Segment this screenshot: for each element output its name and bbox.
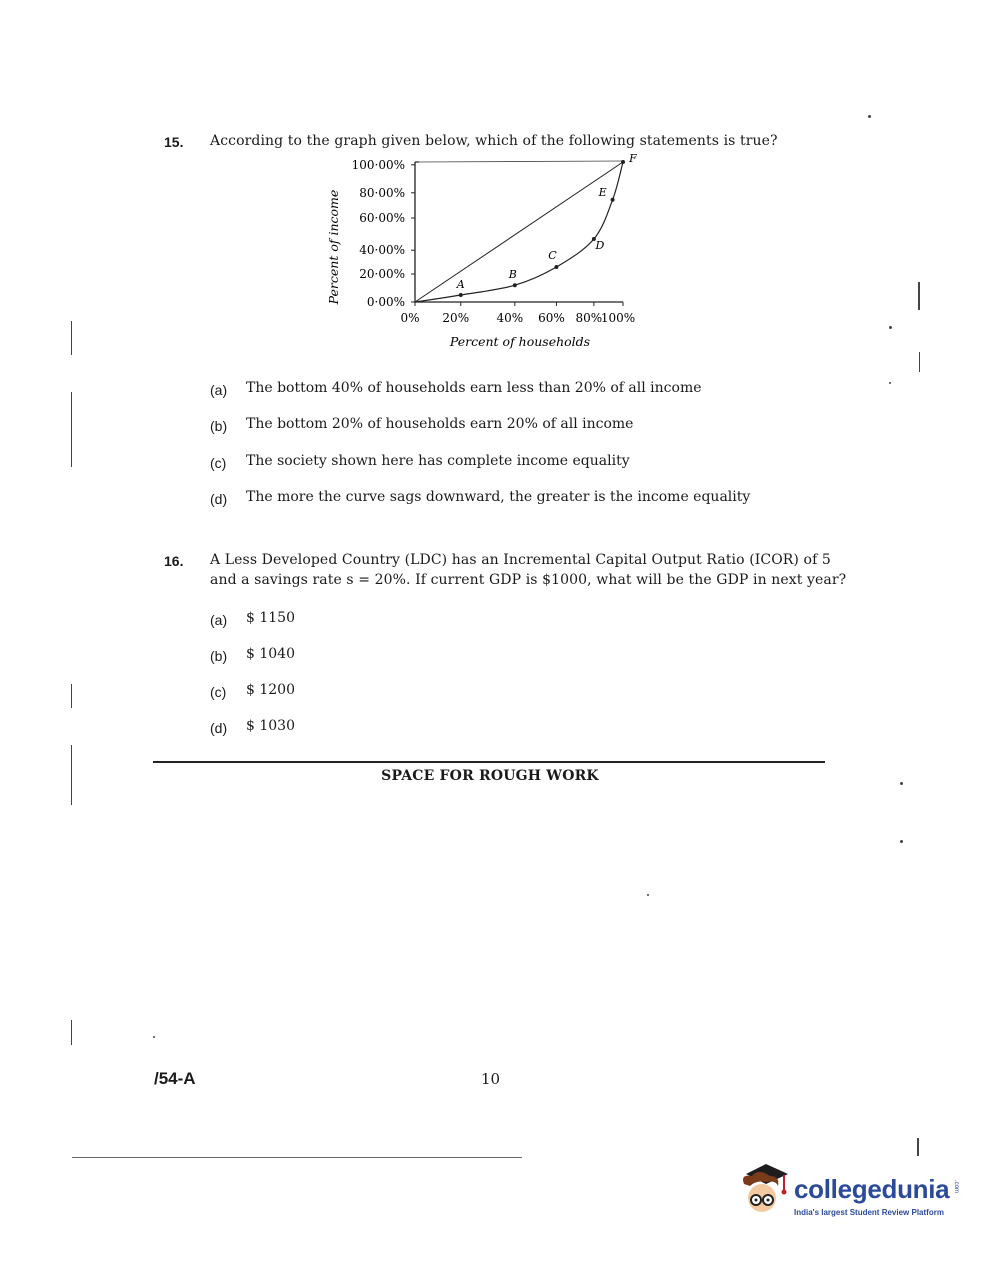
q16-option-c[interactable] (210, 682, 295, 701)
option-text: $ 1150 (246, 610, 295, 626)
option-text: The society shown here has complete income equality (246, 453, 630, 469)
point-a (459, 293, 463, 297)
scan-mark (71, 745, 72, 805)
scan-mark (900, 840, 903, 843)
option-letter: (b) (210, 418, 228, 434)
option-text: The bottom 40% of households earn less than 20% of all income (246, 380, 702, 396)
point-label-a: A (456, 278, 465, 291)
scan-mark (71, 1020, 72, 1045)
y-tick-label: 40·00% (359, 243, 405, 258)
rough-work-divider (153, 761, 825, 763)
q15-option-b[interactable] (210, 416, 634, 435)
question-16-text-line1: A Less Developed Country (LDC) has an Incremental Capital Output Ratio (ICOR) of 5 (210, 552, 831, 568)
scan-mark (153, 1036, 155, 1038)
question-16-text-line2: and a savings rate s = 20%. If current GDP is $1000, what will be the GDP in next year? (210, 572, 847, 588)
y-axis-title: Percent of income (326, 189, 341, 305)
scan-mark (889, 326, 892, 329)
option-letter: (b) (210, 648, 228, 664)
scan-mark (889, 382, 891, 384)
point-label-f: F (629, 152, 637, 165)
scan-mark (71, 684, 72, 708)
q15-option-c[interactable] (210, 453, 630, 472)
option-text: $ 1040 (246, 646, 295, 662)
scan-mark (647, 894, 649, 896)
logo-wordmark: collegedunia (794, 1174, 950, 1204)
option-letter: (c) (210, 684, 227, 700)
point-label-d: D (595, 239, 605, 252)
y-tick-label: 100·00% (351, 157, 405, 172)
x-tick-label: 100% (600, 311, 636, 325)
scan-mark (900, 782, 903, 785)
x-tick-label: 60% (538, 311, 565, 325)
top-border (419, 161, 623, 162)
option-letter: (c) (210, 455, 227, 471)
option-letter: (d) (210, 491, 228, 507)
q15-option-d[interactable] (210, 489, 751, 508)
option-text: $ 1200 (246, 682, 295, 698)
q16-option-a[interactable] (210, 610, 295, 629)
paper-code: /54-A (154, 1069, 196, 1088)
question-15-number: 15. (164, 134, 184, 150)
scan-mark (71, 392, 72, 467)
scan-mark (917, 1138, 919, 1156)
q16-option-b[interactable] (210, 646, 295, 665)
x-axis-title: Percent of households (449, 334, 591, 349)
x-tick-label: 80% (575, 311, 603, 325)
x-tick-label: 0% (400, 311, 420, 325)
question-16-number: 16. (164, 553, 184, 569)
scan-mark (918, 282, 920, 310)
point-label-e: E (598, 185, 607, 199)
option-text: The more the curve sags downward, the greater is the income equality (246, 489, 751, 505)
logo-suffix: .com (953, 1180, 959, 1194)
option-text: $ 1030 (246, 718, 295, 734)
y-tick-label: 80·00% (359, 185, 405, 200)
collegedunia-logo[interactable] (736, 1160, 966, 1222)
lorenz-curve-chart (320, 152, 670, 357)
option-letter: (a) (210, 612, 228, 628)
option-text: The bottom 20% of households earn 20% of all income (246, 416, 634, 432)
point-label-c: C (548, 249, 557, 262)
option-letter: (a) (210, 382, 228, 398)
y-tick-label: 60·00% (359, 211, 405, 225)
q15-option-a[interactable] (210, 380, 702, 399)
scan-mark (919, 352, 920, 372)
scan-mark (868, 115, 871, 118)
scan-mark (71, 321, 72, 355)
point-b (513, 283, 517, 287)
option-letter: (d) (210, 720, 228, 736)
page-number: 10 (481, 1070, 501, 1088)
logo-tagline: India's largest Student Review Platform (794, 1208, 944, 1217)
x-tick-label: 40% (496, 311, 524, 325)
rough-work-label: SPACE FOR ROUGH WORK (381, 768, 599, 784)
q16-option-d[interactable] (210, 718, 295, 737)
y-tick-label: 20·00% (359, 267, 405, 281)
equality-line (415, 162, 623, 302)
x-tick-label: 20% (442, 311, 470, 325)
question-15-text: According to the graph given below, which of the following statements is true? (210, 133, 778, 149)
point-f (621, 160, 625, 164)
y-tick-label: 0·00% (366, 295, 405, 309)
point-label-b: B (508, 268, 517, 282)
mascot-icon (736, 1162, 792, 1218)
point-c (554, 265, 558, 269)
point-e (611, 198, 615, 202)
scan-mark (72, 1157, 522, 1158)
